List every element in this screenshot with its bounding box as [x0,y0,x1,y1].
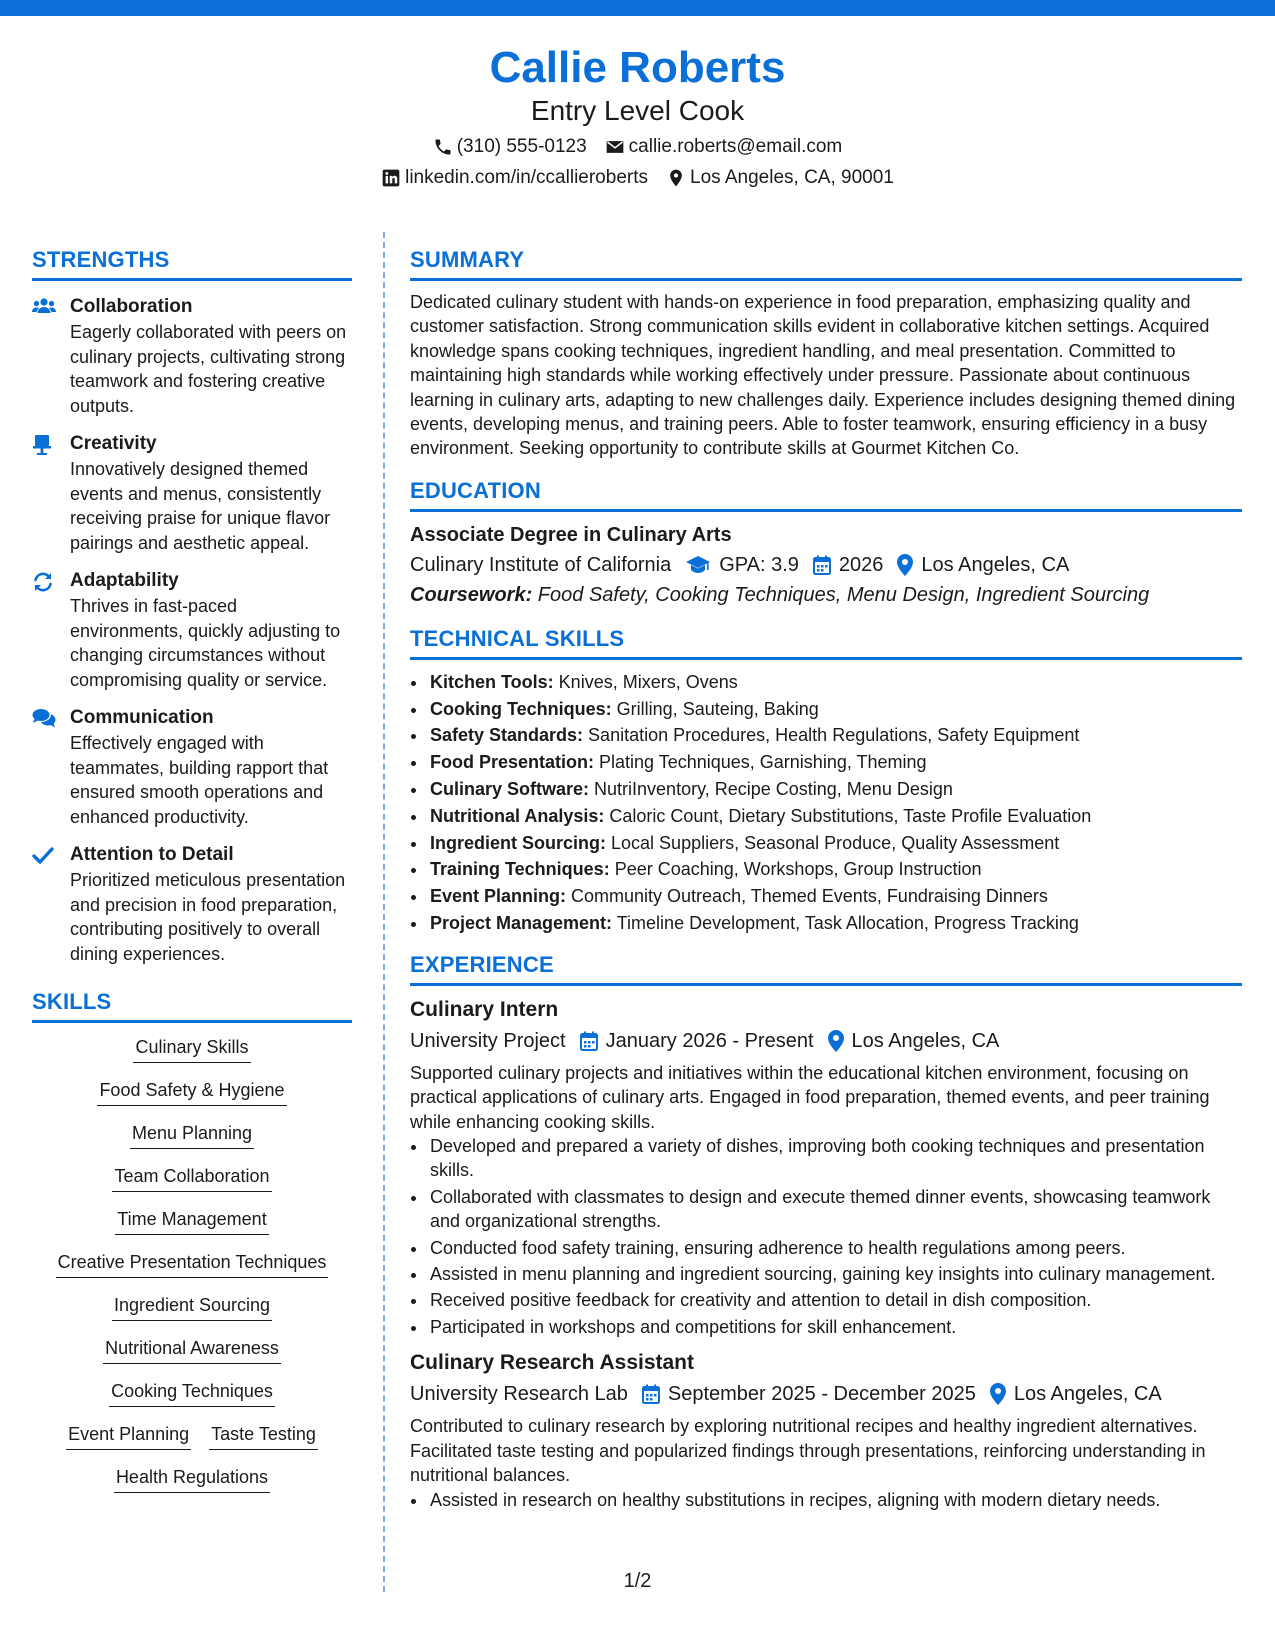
list-item [428,910,1242,937]
skill-value: Local Suppliers, Seasonal Produce, Quality Assessment [606,832,1060,853]
skill-label: Cooking Techniques: [430,698,612,719]
job-description: Contributed to culinary research by exploring nutritional recipes and healthy ingredient alternatives. Facilitated taste testing and popularized findings through presentations, reinforcing understanding in nutritional balances. [410,1416,1206,1486]
skill-value: Peer Coaching, Workshops, Group Instruction [609,859,982,880]
coursework-label: Coursework: [410,583,533,606]
experience-heading: EXPERIENCE [410,951,554,977]
skill-value: Plating Techniques, Garnishing, Theming [594,752,927,773]
job-org: University Research Lab [410,1383,628,1406]
strengths-rule [32,278,352,281]
degree-title: Associate Degree in Culinary Arts [410,523,732,546]
technical-skills-section [410,625,1242,937]
list-item: • Developed and prepared a variety of dishes, improving both cooking techniques and presentation skills. [428,1134,1242,1183]
email-text: callie.roberts@email.com [628,136,843,157]
skill-value: NutriInventory, Recipe Costing, Menu Design [589,779,953,800]
envelope-icon [605,137,625,157]
job-title: Culinary Intern [410,997,559,1021]
job-dates: September 2025 - December 2025 [667,1383,976,1406]
skill-value: Community Outreach, Themed Events, Fundraising Dinners [566,886,1048,907]
skill-tag: Menu Planning [130,1121,254,1149]
job-location: Los Angeles, CA [1013,1383,1162,1406]
strength-item [32,432,352,555]
list-item: • Assisted in research on healthy substitutions in recipes, aligning with modern dietary needs. [428,1488,1242,1512]
skills-section [32,988,352,1493]
skill-label: Kitchen Tools: [430,671,554,692]
coursework-list: Food Safety, Cooking Techniques, Menu Design, Ingredient Sourcing [532,583,1150,606]
skill-tag: Creative Presentation Techniques [56,1250,329,1278]
users-icon [32,297,56,317]
calendar-icon [580,1031,598,1051]
education-heading: EDUCATION [410,477,541,503]
job-title: Culinary Research Assistant [410,1351,695,1375]
skills-heading: SKILLS [32,989,112,1014]
skill-value: Caloric Count, Dietary Substitutions, Taste Profile Evaluation [604,805,1092,826]
skill-tag: Ingredient Sourcing [112,1293,272,1321]
skills-rule [32,1020,352,1023]
location-text: Los Angeles, CA, 90001 [690,167,894,188]
candidate-role: Entry Level Cook [530,95,745,126]
job-description: Supported culinary projects and initiatives within the educational kitchen environment, focusing on practical applications of culinary arts. Engaged in food preparation, themed events, and peer training while enhancing cooking skills. [410,1062,1210,1132]
right-column [410,246,1242,1514]
strength-item [32,843,352,966]
list-item [428,696,1242,723]
summary-section [410,246,1242,461]
skill-tag: Culinary Skills [133,1035,250,1063]
summary-text: Dedicated culinary student with hands-on experience in food preparation, emphasizing quality and customer satisfaction. Strong communication skills evident in collaborative kitchen settings. Acquired knowledge spans cooking techniques, ingredient handling, and meal presentation. Committed to maintaining high standards while working effectively under pressure. Passionate about continuous learning in culinary arts, adapting to new challenges daily. Experience includes designing themed dining events, developing menus, and training peers. Able to foster teamwork, ensuring efficiency in a busy environment. Seeking opportunity to contribute skills at Gourmet Kitchen Co. [410,292,1236,459]
list-item [428,776,1242,803]
technical-skills-list [410,669,1242,937]
experience-rule [410,983,1242,986]
skill-tag: Taste Testing [209,1422,318,1450]
job-entry [410,1349,1242,1512]
left-column [32,246,352,1508]
list-item [428,830,1242,857]
skill-tag: Event Planning [66,1422,191,1450]
job-entry [410,996,1242,1339]
page-number: 1/2 [623,1570,652,1592]
education-rule [410,509,1242,512]
skill-value: Grilling, Sauteing, Baking [611,698,819,719]
coursework [410,581,1242,609]
top-accent-bar [0,0,1275,16]
resume-header [0,40,1275,191]
phone-text: (310) 555-0123 [456,136,587,157]
list-item: • Assisted in menu planning and ingredient sourcing, gaining key insights into culinary management. [428,1262,1242,1286]
technical-skills-rule [410,657,1242,660]
list-item: • Received positive feedback for creativity and attention to detail in dish composition. [428,1288,1242,1312]
education-section [410,477,1242,609]
skill-tag: Team Collaboration [112,1164,271,1192]
gpa-text: GPA: 3.9 [719,553,799,576]
map-pin-icon [828,1030,844,1052]
check-icon [32,845,54,865]
list-item [428,803,1242,830]
skill-tag: Nutritional Awareness [103,1336,281,1364]
phone-icon [433,137,453,157]
chat-icon [32,708,56,728]
strength-desc: Innovatively designed themed events and menus, consistently receiving praise for unique flavor pairings and aesthetic appeal. [70,459,331,553]
skill-label: Training Techniques: [430,859,610,880]
linkedin-text: linkedin.com/in/ccallieroberts [405,167,648,188]
job-meta [410,1380,1242,1408]
experience-section [410,951,1242,1512]
strength-title: Communication [70,707,214,728]
skill-tag: Food Safety & Hygiene [97,1078,286,1106]
education-location: Los Angeles, CA [921,553,1070,576]
summary-heading: SUMMARY [410,247,525,272]
skill-label: Event Planning: [430,886,567,907]
skill-value: Knives, Mixers, Ovens [553,671,738,692]
strength-title: Attention to Detail [70,844,234,865]
skill-value: Sanitation Procedures, Health Regulations, Safety Equipment [583,725,1080,746]
contact-row-2 [0,165,1275,191]
list-item [428,749,1242,776]
skill-label: Ingredient Sourcing: [430,832,607,853]
contact-linkedin[interactable] [381,165,648,191]
skill-tag: Cooking Techniques [109,1379,275,1407]
strength-item [32,569,352,692]
graduation-cap-icon [685,555,711,575]
strength-title: Adaptability [70,570,179,591]
strength-desc: Effectively engaged with teammates, building rapport that ensured smooth operations and enhanced productivity. [70,733,329,827]
skill-label: Safety Standards: [430,725,584,746]
list-item [428,883,1242,910]
candidate-name: Callie Roberts [489,43,786,92]
job-bullets [410,1488,1242,1512]
school-name: Culinary Institute of California [410,553,672,576]
contact-email[interactable] [605,134,843,160]
calendar-icon [642,1384,660,1404]
skill-label: Nutritional Analysis: [430,805,605,826]
list-item: • Conducted food safety training, ensuring adherence to health regulations among peers. [428,1236,1242,1260]
skills-list [32,1035,352,1493]
strength-desc: Eagerly collaborated with peers on culinary projects, cultivating strong teamwork and fostering creative outputs. [70,322,347,416]
strength-item [32,295,352,418]
list-item [428,669,1242,696]
graduation-year: 2026 [838,553,884,576]
strength-desc: Thrives in fast-paced environments, quickly adjusting to changing circumstances without compromising quality or service. [70,596,341,690]
strengths-section [32,246,352,966]
contact-location [666,165,894,191]
job-org: University Project [410,1029,566,1052]
skill-value: Timeline Development, Task Allocation, Progress Tracking [612,913,1079,934]
technical-skills-heading: TECHNICAL SKILLS [410,625,625,651]
map-pin-icon [990,1383,1006,1405]
list-item [428,722,1242,749]
skill-label: Project Management: [430,913,613,934]
skill-tag: Time Management [115,1207,268,1235]
summary-rule [410,278,1242,281]
list-item: • Participated in workshops and competitions for skill enhancement. [428,1315,1242,1339]
skill-label: Culinary Software: [430,779,590,800]
easel-icon [32,434,52,456]
contact-row-1 [0,134,1275,160]
strengths-heading: STRENGTHS [32,247,170,272]
contact-phone[interactable] [433,134,587,160]
job-location: Los Angeles, CA [851,1029,1000,1052]
linkedin-icon [381,168,401,188]
list-item [428,856,1242,883]
strength-desc: Prioritized meticulous presentation and precision in food preparation, contributing positively to overall dining experiences. [70,870,346,964]
skill-label: Food Presentation: [430,752,595,773]
map-pin-icon [666,168,686,188]
list-item: • Collaborated with classmates to design and execute themed dinner events, showcasing teamwork and organizational strengths. [428,1185,1242,1234]
job-dates: January 2026 - Present [605,1029,814,1052]
calendar-icon [813,555,831,575]
map-pin-icon [897,554,913,576]
strength-title: Collaboration [70,296,193,317]
sync-icon [32,571,54,593]
job-bullets [410,1134,1242,1339]
education-meta [410,551,1242,579]
strength-item [32,706,352,829]
job-meta [410,1027,1242,1055]
column-divider [383,232,385,1592]
strength-title: Creativity [70,433,157,454]
skill-tag: Health Regulations [114,1465,270,1493]
